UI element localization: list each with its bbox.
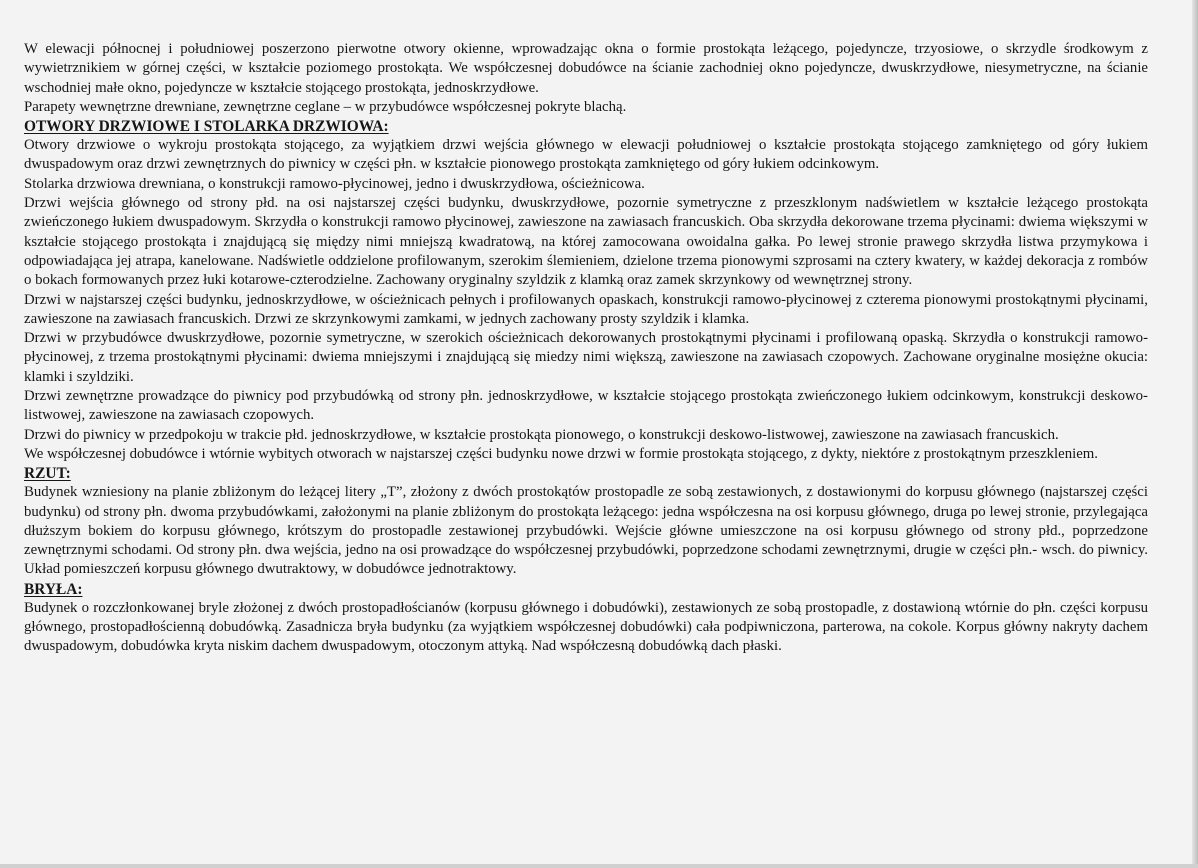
section-doors — [24, 117, 1148, 464]
doors-paragraph-annex: Drzwi w przybudówce dwuskrzydłowe, pozornie symetryczne, w szerokich ościeżnicach dekorowanych prostokątnymi płycinami i profilowaną opaską. Skrzydła o konstrukcji ramowo-płycinowej, z trzema prostokątnymi płycinami: dwiema mniejszymi i znajdującą się miedzy nimi większą, zawieszone na zawiasach czopowych. Zachowane oryginalne mosiężne okucia: klamki i szyldziki. — [24, 330, 1148, 385]
massing-paragraph: Budynek o rozczłonkowanej bryle złożonej z dwóch prostopadłościanów (korpusu głównego i dobudówki), zestawionych ze sobą prostopadle, z dostawioną wtórnie do płn. części korpusu głównego, prostopadłościenną dobudówką. Zasadnicza bryła budynku (za wyjątkiem współczesnej dobudówki) cała podpiwniczona, parterowa, na cokole. Korpus główny nakryty dachem dwuspadowym, dobudówka kryta niskim dachem dwuspadowym, otoczonym attyką. Nad współczesną dobudówką dach płaski. — [24, 599, 1148, 655]
doors-paragraph-oldest-part: Drzwi w najstarszej części budynku, jednoskrzydłowe, w ościeżnicach pełnych i profilowanych opaskach, konstrukcji ramowo-płycinowej z czterema pionowymi prostokątnymi płycinami, zawieszone na zawiasach francuskich. Drzwi ze skrzynkowymi zamkami, w jednych zachowany prosty szyldzik i klamka. — [24, 291, 1148, 327]
doors-paragraph-joinery: Stolarka drzwiowa drewniana, o konstrukcji ramowo-płycinowej, jedno i dwuskrzydłowa, ościeżnicowa. — [24, 175, 645, 192]
section-plan — [24, 464, 1148, 579]
section-heading-massing: BRYŁA: — [24, 580, 83, 598]
doors-paragraph-main-entrance: Drzwi wejścia głównego od strony płd. na osi najstarszej części budynku, dwuskrzydłowe, pozornie symetryczne z przeszklonym nadświetlem w kształcie leżącego prostokąta zwieńczonego łukiem dwuspadowym. Skrzydła o konstrukcji ramowo płycinowej, zawieszone na zawiasach francuskich. Oba skrzydła dekorowane trzema płycinami: dwiema większymi w kształcie stojącego prostokąta i znajdującą się między nimi mniejszą kwadratową, na której zamocowana owoidalna gałka. Po lewej stronie prawego skrzydła listwa przymykowa i odpowiadająca jej atrapa, kanelowane. Nadświetle oddzielone profilowanym, szerokim ślemieniem, dzielone trzema pionowymi szprosami na cztery kwatery, w każdej dekoracja z rombów o bokach formowanych przez łuki kotarowe-czterodzielne. Zachowany oryginalny szyldzik z klamką oraz zamek skrzynkowy od wewnętrznej strony. — [24, 195, 1148, 289]
doors-paragraph-modern: We współczesnej dobudówce i wtórnie wybitych otworach w najstarszej części budynku nowe drzwi w formie prostokąta stojącego, z dykty, niektóre z prostokątnym przeszkleniem. — [24, 445, 1098, 462]
document-body — [24, 40, 1148, 657]
doors-paragraph-openings: Otwory drzwiowe o wykroju prostokąta stojącego, za wyjątkiem drzwi wejścia głównego w elewacji południowej o kształcie prostokąta stojącego zamkniętego od góry łukiem dwuspadowym oraz drzwi zewnętrznych do piwnicy w części płn. w kształcie pionowego prostokąta zamkniętego od góry łukiem odcinkowym. — [24, 137, 1148, 173]
scan-edge-right — [1192, 0, 1198, 868]
section-massing — [24, 580, 1148, 657]
doors-paragraph-cellar-hall: Drzwi do piwnicy w przedpokoju w trakcie płd. jednoskrzydłowe, w kształcie prostokąta pionowego, o konstrukcji deskowo-listwowej, zawieszone na zawiasach francuskich. — [24, 426, 1059, 443]
scan-edge-bottom — [0, 864, 1198, 868]
section-heading-doors: OTWORY DRZWIOWE I STOLARKA DRZWIOWA: — [24, 118, 389, 136]
intro-windows-paragraph: W elewacji północnej i południowej poszerzono pierwotne otwory okienne, wprowadzając okna o formie prostokąta leżącego, pojedyncze, trzyosiowe, o skrzydle środkowym z wywietrznikiem w górnej części, w kształcie poziomego prostokąta. We współczesnej dobudówce na ścianie zachodniej okno pojedyncze, dwuskrzydłowe, niesymetryczne, na ścianie wschodniej małe okno, pojedyncze w kształcie stojącego prostokąta, jednoskrzydłowe. — [24, 41, 1148, 96]
section-heading-plan: RZUT: — [24, 465, 71, 483]
doors-paragraph-cellar-exterior: Drzwi zewnętrzne prowadzące do piwnicy pod przybudówką od strony płn. jednoskrzydłowe, w kształcie stojącego prostokąta zwieńczonego łukiem odcinkowym, konstrukcji deskowo-listwowej, zawieszone na zawiasach czopowych. — [24, 388, 1148, 424]
plan-paragraph: Budynek wzniesiony na planie zbliżonym do leżącej litery „T”, złożony z dwóch prostokątów prostopadle ze sobą zestawionych, z dostawionymi do korpusu głównego (najstarszej części budynku) od strony płn. dwoma przybudówkami, założonymi na planie zbliżonym do prostokąta leżącego: jedna współczesna na osi korpusu głównego, druga po lewej stronie, przylegająca dłuższym bokiem do korpusu głównego, krótszym do prostopadle zestawionej przybudówki. Wejście główne umieszczone na osi korpusu głównego od strony płd., poprzedzone zewnętrznymi schodami. Od strony płn. dwa wejścia, jedno na osi prowadzące do współczesnej przybudówki, poprzedzone schodami zewnętrznymi, drugie w części płn.- wsch. do piwnicy. Układ pomieszczeń korpusu głównego dwutraktowy, w dobudówce jednotraktowy. — [24, 484, 1148, 578]
intro-sills-paragraph: Parapety wewnętrzne drewniane, zewnętrzne ceglane – w przybudówce współczesnej pokryte blachą. — [24, 98, 627, 115]
